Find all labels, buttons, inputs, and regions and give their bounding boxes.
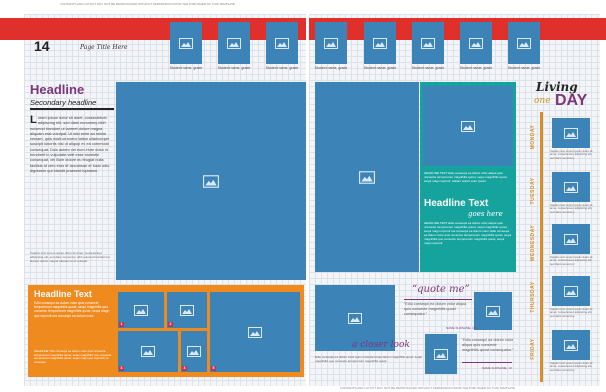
quote2-body: “Ediu consequi ea dolum volor aliqua quis nonsecte magnihilis quost consequatur.” [462, 338, 514, 352]
day-caption-wednesday: Caption text Lorem ipsum dolor sit amet, consectetuer adipiscing elit, sed diam nonummy. [550, 255, 593, 266]
day-caption-tuesday: Caption text Lorem ipsum dolor sit amet, consectetuer adipiscing elit, sed diam nonummy. [550, 203, 593, 214]
image-icon [134, 305, 148, 316]
quote-title: “quote me” [412, 284, 470, 295]
image-icon [359, 171, 375, 184]
image-icon [461, 121, 475, 132]
image-icon [179, 38, 193, 49]
image-icon [486, 306, 500, 317]
image-icon [187, 346, 201, 357]
quote-author: NAME SURNAME, 10 [446, 326, 476, 330]
header-photo-1 [170, 22, 202, 64]
left-main-photo [116, 82, 306, 280]
image-icon [324, 38, 338, 49]
left-secondary-headline: Secondary headline [30, 98, 97, 107]
left-body-text [30, 115, 110, 233]
image-icon [564, 286, 578, 297]
header-photo-4 [315, 22, 347, 64]
header-caption-8: Student name, grade [507, 66, 541, 70]
day-photo-tuesday [552, 172, 590, 202]
header-bar-right [309, 18, 606, 40]
day-caption-thursday: Caption text Lorem ipsum dolor sit amet, consectetuer adipiscing elit, sed diam nonummy. [550, 307, 593, 318]
closer-look-body: Ediu consequi ea dolum volor quis nonsecte temporerum magnihilis quost, sequi magnihilis quo consectu temporerum magnihilis quost. [315, 356, 422, 363]
top-notice: CONTENTS AND LAYOUT MAY NOT BE REPRODUCED WITHOUT PERMISSION FROM THE PUBLISHER OF THIS TEMPLATE [60, 2, 235, 6]
image-icon [564, 340, 578, 351]
header-photo-3 [266, 22, 298, 64]
day-label-wednesday: WEDNESDAY [530, 224, 536, 262]
header-photo-5 [364, 22, 396, 64]
image-icon [564, 128, 578, 139]
orange-photo-5 [210, 292, 300, 372]
orange-photo-3 [118, 331, 178, 372]
image-icon [227, 38, 241, 49]
left-headline: Headline [30, 82, 85, 97]
image-icon [517, 38, 531, 49]
orange-headline: Headline Text [34, 289, 92, 299]
day-photo-monday [552, 118, 590, 148]
teal-headline: Headline Text [424, 198, 489, 209]
header-caption-1: Student name, grade [169, 66, 203, 70]
image-icon [248, 327, 262, 338]
day-label-friday: FRIDAY [530, 338, 536, 360]
right-main-photo [315, 82, 419, 272]
image-icon [203, 175, 219, 188]
day-photo-wednesday [552, 224, 590, 254]
image-icon [434, 349, 448, 360]
day-photo-friday [552, 330, 590, 360]
orange-photo-2 [167, 292, 207, 328]
image-icon [180, 305, 194, 316]
sidebar-day: DAY [555, 92, 588, 109]
sidebar-rule [540, 112, 543, 382]
teal-body: HEADLINE TEXT Ediu consequi ea dolum volor aliqua quis nonsecte temporerum magnihilis quost, sequi magnihilis quost, sequi magn reprovit ma consequi ea dolum volor. Ediu consequi ea dolum volor quis nonsecte temporerum magnihilis quost, sequi magnihilis quo consectu temporerum magnihilis quost, sequi magn reprovit. [424, 222, 512, 245]
left-caption: Caption text Lorem ipsum dolor sit amet, consectetuer adipiscing elit, sed diam nonummy nibh euismod tincidunt ut laoreet dolore magna aliquam erat volutpat. [30, 251, 110, 263]
image-icon [141, 346, 155, 357]
quote2-photo [425, 334, 457, 374]
bottom-notice: CONTENTS AND LAYOUT MAY NOT BE REPRODUCED WITHOUT PERMISSION FROM THE PUBLISHER OF THIS TEMPLATE [340, 386, 515, 390]
header-caption-4: Student name, grade [314, 66, 348, 70]
quote-body: “Ediu consequi ea dolum volor aliqua quis nonsecte magnihilis quost consequatur.” [404, 302, 467, 316]
closer-look-title: a closer look [352, 340, 410, 350]
page-title: Page Title Here [80, 44, 128, 51]
header-caption-2: Student name, grade [217, 66, 251, 70]
drop-cap: L [30, 115, 37, 126]
header-photo-7 [460, 22, 492, 64]
header-caption-5: Student name, grade [363, 66, 397, 70]
header-photo-6 [412, 22, 444, 64]
image-icon [373, 38, 387, 49]
photo-number-5: 5 [212, 366, 215, 370]
image-icon [348, 313, 362, 324]
quote-rule [404, 299, 472, 300]
image-icon [421, 38, 435, 49]
orange-body: Ediu consequi ea dolum volor quis nonsecte temporerum magnihilis quost, sequi magnihilis quo consectu temporerum magnihilis quost, sequi magn quo reprovit ma consequi ea dolum volor. [34, 301, 110, 318]
photo-number-4: 4 [183, 366, 186, 370]
image-icon [564, 182, 578, 193]
quote2-rule [462, 362, 512, 363]
photo-number-2: 2 [169, 322, 172, 326]
day-label-tuesday: TUESDAY [530, 177, 536, 205]
image-icon [564, 234, 578, 245]
teal-subhead: goes here [468, 210, 503, 218]
header-caption-3: Student name, grade [265, 66, 299, 70]
quote-photo [474, 292, 512, 330]
orange-body-2: HEADLINE This consequi ea dolum volor quis nonsecte temporerum magnihilis quost, sequi magnihilis quo consectu temporerum magnihilis quost, sequi magn quo reprovit ma consequi. [34, 350, 112, 364]
orange-photo-1 [118, 292, 164, 328]
image-icon [275, 38, 289, 49]
page-number: 14 [34, 38, 50, 54]
day-caption-monday: Caption text Lorem ipsum dolor sit amet, consectetuer adipiscing elit, sed diam nonummy. [550, 149, 593, 160]
header-bar-left [0, 18, 306, 40]
body-paragraph: orem ipsum dolor sit amet, consectetuer adipiscing elit, sed diam nonummy nibh euismod tincidunt ut laoreet dolore magna aliquam erat volutpat. Ut wisi enim ad minim veniam, quis nostrud exerci tation ullamcorper suscipit lobortis nisl ut aliquip ex ea commodo consequat. Duis autem vel eum iriure dolor in hendrerit in vulputate velit esse molestie consequat, vel illum dolore eu feugiat nulla facilisis at vero eros et accumsan et iusto odio dignissim qui blandit praesent luptatum. [30, 115, 110, 173]
header-photo-2 [218, 22, 250, 64]
quote2-author: NAME SURNAME, 10 [482, 366, 512, 370]
teal-lead: HEADLINE TEXT Ediu consequi ea dolum volor aliqua quis nonsecte temporerum magnihilis quost, sequi magnihilis quost, sequi magn reprovit. Iodiam volorit volor ipsum. [424, 172, 508, 183]
day-label-thursday: THURSDAY [530, 281, 536, 313]
photo-number-3: 3 [120, 366, 123, 370]
day-photo-thursday [552, 276, 590, 306]
header-photo-8 [508, 22, 540, 64]
header-caption-6: Student name, grade [411, 66, 445, 70]
sidebar-living: Living [536, 80, 578, 94]
sidebar-one: one [534, 96, 551, 106]
day-label-monday: MONDAY [530, 124, 536, 150]
page-gutter [306, 14, 309, 386]
day-caption-friday: Caption text Lorem ipsum dolor sit amet, consectetuer adipiscing elit, sed diam nonummy. [550, 361, 593, 372]
header-caption-7: Student name, grade [459, 66, 493, 70]
teal-photo-1 [423, 86, 513, 166]
photo-number-1: 1 [120, 322, 123, 326]
headline-rule [30, 108, 114, 110]
image-icon [469, 38, 483, 49]
